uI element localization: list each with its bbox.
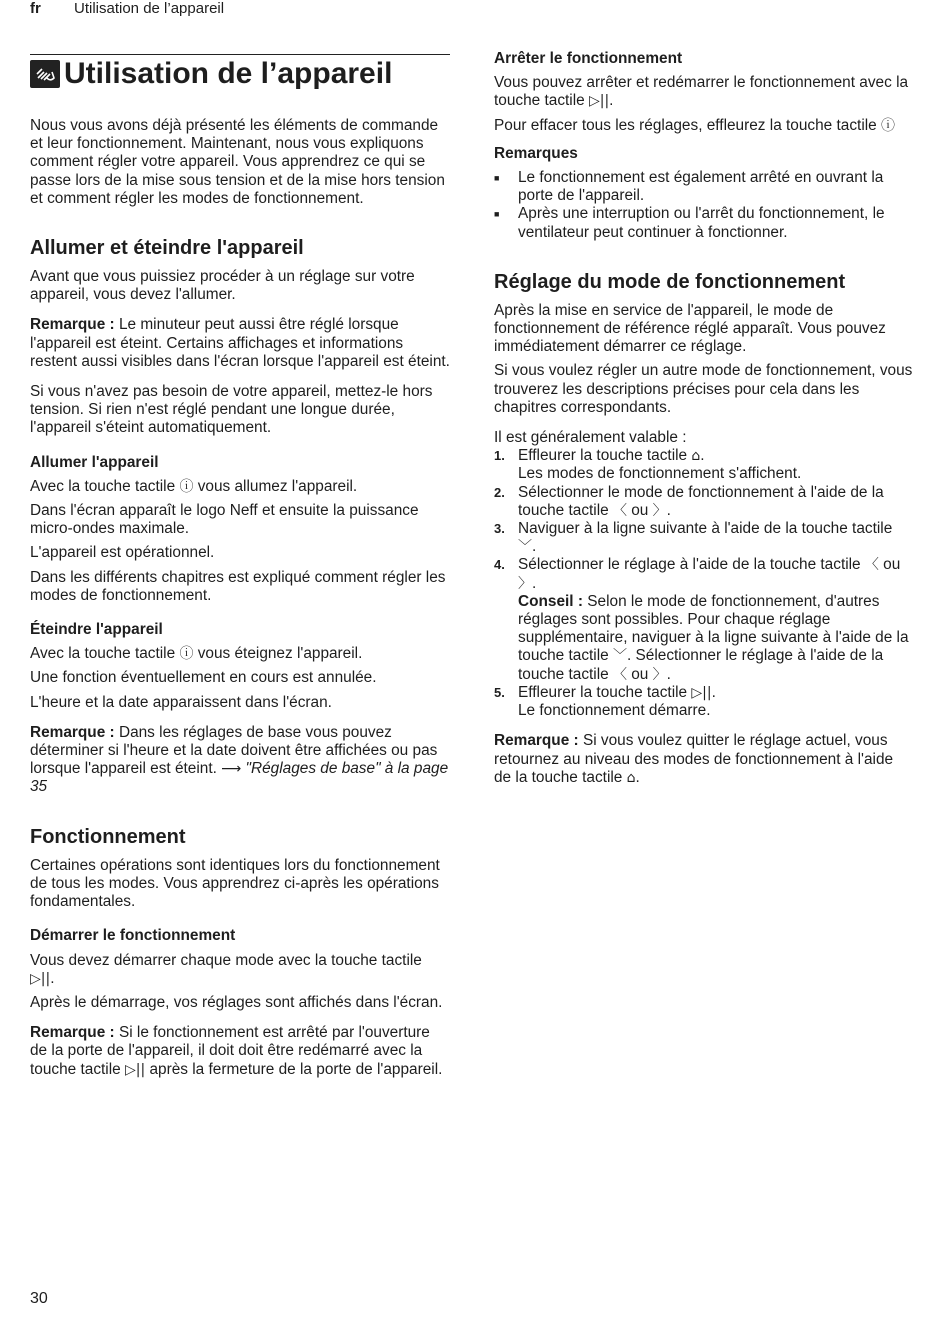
chevron-right-icon: 〉 bbox=[518, 575, 532, 592]
eteindre-appareil-heading: Éteindre l'appareil bbox=[30, 621, 163, 639]
step-item: 2. Sélectionner le mode de fonctionnement à l'aide de la touche tactile 〈 ou 〉. bbox=[494, 483, 884, 519]
demarrer-p2: Après le démarrage, vos réglages sont affichés dans l'écran. bbox=[30, 993, 443, 1011]
power-icon: ⓘ bbox=[179, 646, 194, 663]
reglages-link[interactable]: "Réglages de base" à la page 35 bbox=[30, 760, 449, 796]
reglage-p1: Après la mise en service de l'appareil, le mode de fonctionnement de référence réglé apparaît. Vous pouvez immédiatement démarrer ce réglage. bbox=[494, 301, 886, 356]
allumer-appareil-p1: Avec la touche tactile ⓘ vous allumez l'appareil. bbox=[30, 477, 358, 495]
demarrer-p1: Vous devez démarrer chaque mode avec la touche tactile ▷||. bbox=[30, 951, 422, 987]
start-pause-icon: ▷|| bbox=[588, 93, 610, 110]
fonctionnement-p1: Certaines opérations sont identiques lors du fonctionnement de tous les modes. Vous apprendrez ci-après les opérations fondamentales. bbox=[30, 856, 440, 911]
power-icon: ⓘ bbox=[179, 478, 194, 495]
right-column bbox=[494, 50, 914, 793]
remarque-text: Le minuteur peut aussi être réglé lorsque l'appareil est éteint. Certains affichages et informations restent aussi visibles dans l'écran lorsque l'appareil est éteint. bbox=[30, 316, 450, 370]
reglage-remarque: Remarque : Si vous voulez quitter le réglage actuel, vous retournez au niveau des modes de fonctionnement à l'aide de la touche tactile ⌂. bbox=[494, 732, 894, 786]
start-pause-icon: ▷|| bbox=[124, 1061, 146, 1078]
eteindre-p1: Avec la touche tactile ⓘ vous éteignez l'appareil. bbox=[30, 645, 363, 663]
arreter-p2: Pour effacer tous les réglages, effleurez la touche tactile ⓘ bbox=[494, 116, 895, 134]
intro-paragraph: Nous vous avons déjà présenté les éléments de commande et leur fonctionnement. Maintenant, nous vous expliquons comment régler votre appareil. Vous apprendrez ce qui se passe lors de la mise sous tension et de la mise hors tension et comment régler les modes de fonctionnement. bbox=[30, 117, 445, 207]
chevron-right-icon: 〉 bbox=[652, 666, 667, 683]
step-item: 4. Sélectionner le réglage à l'aide de la touche tactile 〈 ou 〉. Conseil : Selon le mode de fonctionnement, d'autres réglages sont possibles. Pour chaque réglage supplémentaire, naviguer à la ligne suivante à l'aide de la touche tactile ﹀. Sélectionner le réglage à l'aide de la touche tactile 〈 ou 〉. bbox=[494, 556, 909, 683]
steps-list bbox=[494, 447, 914, 720]
eteindre-p2: Une fonction éventuellement en cours est annulée. bbox=[30, 669, 377, 687]
allumer-appareil-p2: Dans l'écran apparaît le logo Neff et ensuite la puissance micro-ondes maximale. bbox=[30, 502, 419, 538]
demarrer-heading: Démarrer le fonctionnement bbox=[30, 927, 236, 945]
eteindre-p3: L'heure et la date apparaissent dans l'écran. bbox=[30, 693, 332, 711]
list-item: ■ Le fonctionnement est également arrêté en ouvrant la porte de l'appareil. bbox=[494, 169, 914, 205]
header-language: fr bbox=[30, 0, 41, 17]
allumer-p1: Avant que vous puissiez procéder à un réglage sur votre appareil, vous devez l'allumer. bbox=[30, 268, 415, 304]
left-column bbox=[30, 54, 450, 1085]
chevron-left-icon: 〈 bbox=[612, 502, 627, 519]
reglage-p2: Si vous voulez régler un autre mode de fonctionnement, vous trouverez les descriptions précises pour cela dans les chapitres correspondants. bbox=[494, 362, 913, 416]
power-icon: ⓘ bbox=[881, 117, 895, 134]
list-item: ■ Après une interruption ou l'arrêt du fonctionnement, le ventilateur peut continuer à fonctionner. bbox=[494, 205, 914, 241]
arreter-p1: Vous pouvez arrêter et redémarrer le fonctionnement avec la touche tactile ▷||. bbox=[494, 74, 909, 110]
fonctionnement-heading: Fonctionnement bbox=[30, 825, 186, 848]
start-pause-icon: ▷|| bbox=[691, 684, 712, 701]
page-title: Utilisation de l’appareil bbox=[64, 57, 393, 90]
arrow-icon: ⟶ bbox=[221, 761, 242, 778]
eteindre-remarque: Remarque : Dans les réglages de base vous pouvez déterminer si l'heure et la date doivent être affichées ou pas lorsque l'appareil est éteint. ⟶ "Réglages de base" à la page 35 bbox=[30, 723, 449, 796]
allumer-appareil-p4: Dans les différents chapitres est expliqué comment régler les modes de fonctionnement. bbox=[30, 568, 446, 604]
start-pause-icon: ▷|| bbox=[30, 970, 51, 987]
chevron-left-icon: 〈 bbox=[612, 666, 627, 683]
demarrer-remarque: Remarque : Si le fonctionnement est arrêté par l'ouverture de la porte de l'appareil, il doit doit être redémarré avec la touche tactile ▷|| après la fermeture de la porte de l'appareil. bbox=[30, 1024, 443, 1078]
remarque-label: Remarque : bbox=[30, 316, 115, 334]
allumer-p2: Si vous n'avez pas besoin de votre appareil, mettez-le hors tension. Si rien n'est réglé pendant une longue durée, l'appareil s'éteint automatiquement. bbox=[30, 383, 433, 437]
reglage-heading: Réglage du mode de fonctionnement bbox=[494, 270, 846, 293]
chevron-down-icon: ﹀ bbox=[612, 648, 627, 665]
page-title-block bbox=[30, 54, 450, 91]
conseil-label: Conseil : bbox=[518, 592, 583, 610]
allumer-heading: Allumer et éteindre l'appareil bbox=[30, 237, 304, 260]
allumer-appareil-heading: Allumer l'appareil bbox=[30, 453, 159, 471]
allumer-remarque bbox=[30, 316, 450, 371]
remarques-heading: Remarques bbox=[494, 144, 578, 162]
reglage-p3: Il est généralement valable : bbox=[494, 429, 687, 447]
chevron-down-icon: ﹀ bbox=[518, 539, 532, 556]
remarques-list bbox=[494, 169, 914, 242]
page-number: 30 bbox=[30, 1290, 48, 1307]
step-item: 3. Naviguer à la ligne suivante à l'aide de la touche tactile ﹀. bbox=[494, 520, 893, 556]
home-icon: ⌂ bbox=[691, 448, 701, 465]
chevron-left-icon: 〈 bbox=[864, 557, 879, 574]
hand-touch-icon bbox=[30, 60, 60, 88]
chevron-right-icon: 〉 bbox=[652, 502, 667, 519]
home-icon: ⌂ bbox=[626, 769, 636, 786]
step-item: 1. Effleurer la touche tactile ⌂. Les modes de fonctionnement s'affichent. bbox=[494, 447, 802, 483]
header-title: Utilisation de l’appareil bbox=[74, 0, 225, 17]
allumer-appareil-p3: L'appareil est opérationnel. bbox=[30, 544, 215, 562]
step-item: 5. Effleurer la touche tactile ▷||. Le fonctionnement démarre. bbox=[494, 683, 716, 720]
arreter-heading: Arrêter le fonctionnement bbox=[494, 50, 683, 67]
